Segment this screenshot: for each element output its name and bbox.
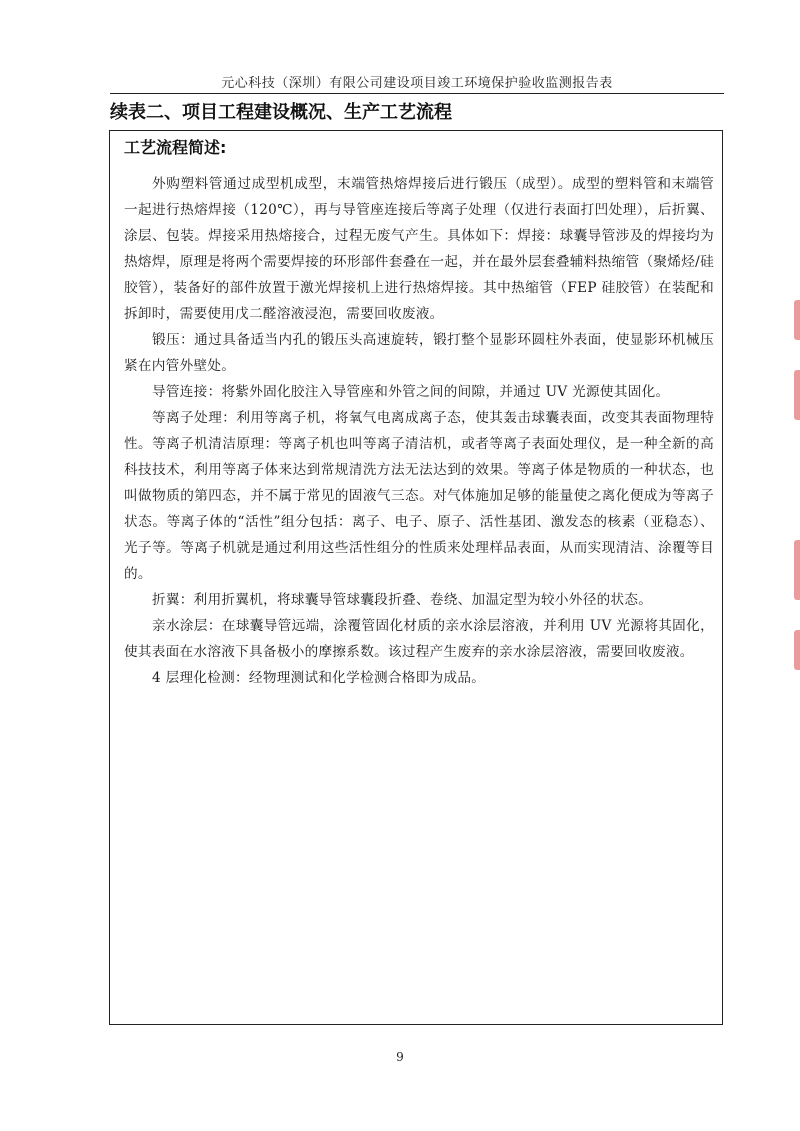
page-number: 9: [396, 1050, 404, 1064]
process-description-box: [109, 130, 723, 1025]
box-heading: 工艺流程简述:: [124, 138, 227, 157]
paragraph-hydrophilic-coating: 亲水涂层：在球囊导管远端，涂覆管固化材质的亲水涂层溶液，并利用 UV 光源将其固化，使其表面在水溶液下具备极小的摩擦系数。该过程产生废弃的亲水涂层溶液，需要回收废液。: [124, 618, 714, 660]
section-title: 续表二、项目工程建设概况、生产工艺流程: [110, 102, 452, 123]
seal-fragment-icon: [794, 540, 800, 600]
paragraph-plasma-treatment: 等离子处理：利用等离子机，将氧气电离成离子态，使其轰击球囊表面，改变其表面物理特性。等离子机清洁原理：等离子机也叫等离子清洁机，或者等离子表面处理仪，是一种全新的高科技技术，利用等离子体来达到常规清洗方法无法达到的效果。等离子体是物质的一种状态，也叫做物质的第四态，并不属于常见的固液气三态。对气体施加足够的能量使之离化便成为等离子状态。等离子体的“活性”组分包括：离子、电子、原子、活性基团、激发态的核素（亚稳态）、光子等。等离子机就是通过利用这些活性组分的性质来处理样品表面，从而实现清洁、涂覆等目的。: [124, 410, 714, 582]
paragraph-overview: 外购塑料管通过成型机成型，末端管热熔焊接后进行锻压（成型）。成型的塑料管和末端管一起进行热熔焊接（120℃），再与导管座连接后等离子处理（仅进行表面打凹处理），后折翼、涂层、包装。焊接采用热熔接合，过程无废气产生。具体如下：焊接：球囊导管涉及的焊接均为热熔焊，原理是将两个需要焊接的环形部件套叠在一起，并在最外层套叠辅料热缩管（聚烯烃/硅胶管），装备好的部件放置于激光焊接机上进行热熔焊接。其中热缩管（FEP 硅胶管）在装配和拆卸时，需要使用戊二醛溶液浸泡，需要回收废液。: [124, 176, 714, 322]
paragraph-forging: 锻压：通过具备适当内孔的锻压头高速旋转，锻打整个显影环圆柱外表面，使显影环机械压紧在内管外壁处。: [124, 332, 714, 374]
seal-fragment-icon: [794, 630, 800, 670]
process-description-text: [124, 171, 714, 691]
page-header: 元心科技（深圳）有限公司建设项目竣工环境保护验收监测报告表: [110, 75, 724, 94]
paragraph-inspection: 4 层理化检测：经物理测试和化学检测合格即为成品。: [152, 670, 486, 686]
paragraph-catheter-connection: 导管连接：将紫外固化胶注入导管座和外管之间的间隙，并通过 UV 光源使其固化。: [152, 384, 670, 400]
seal-fragment-icon: [794, 370, 800, 420]
paragraph-folding: 折翼：利用折翼机，将球囊导管球囊段折叠、卷绕、加温定型为较小外径的状态。: [152, 592, 653, 608]
seal-fragment-icon: [794, 300, 800, 340]
